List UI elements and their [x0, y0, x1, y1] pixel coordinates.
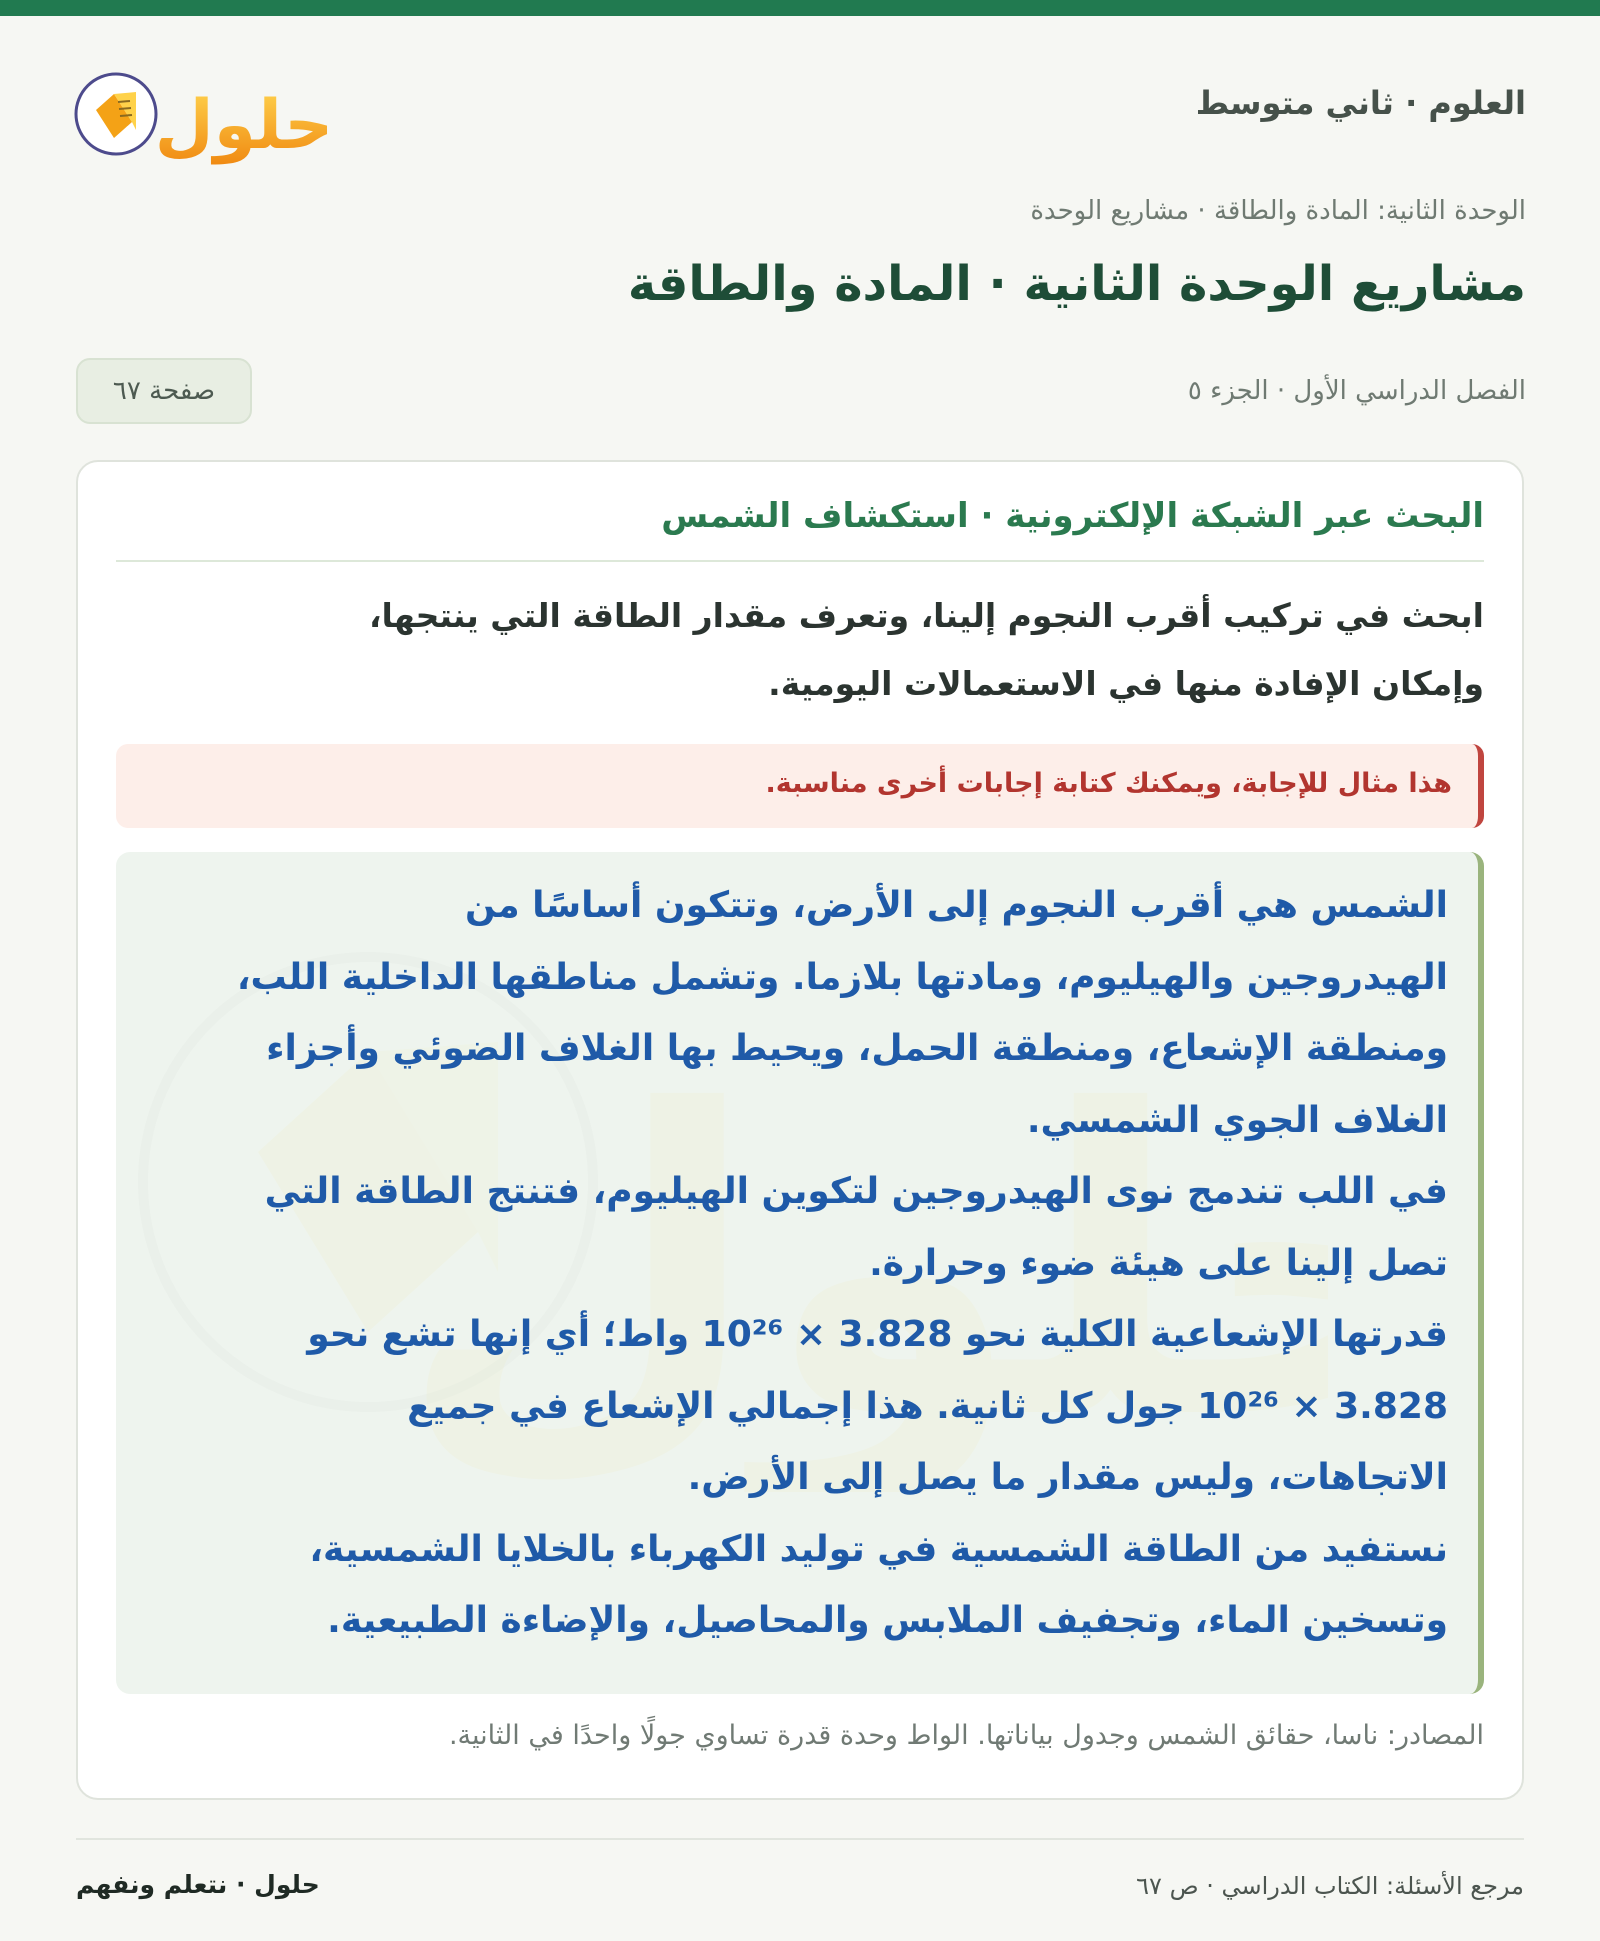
page-badge: صفحة ٦٧ [76, 358, 252, 424]
answer-box [116, 852, 1484, 1694]
answer-line: قدرتها الإشعاعية الكلية نحو 3.828 × 10²⁶ واط؛ أي إنها تشع نحو [307, 1314, 1448, 1355]
answer-text [146, 870, 1448, 1657]
book-circle-icon [76, 74, 156, 154]
answer-line: الهيدروجين والهيليوم، ومادتها بلازما. وتشمل مناطقها الداخلية اللب، [236, 956, 1448, 998]
answer-line: الشمس هي أقرب النجوم إلى الأرض، وتتكون أساسًا من [464, 885, 1448, 926]
question-text [116, 582, 1484, 718]
note-box [116, 744, 1484, 828]
question-line: وإمكان الإفادة منها في الاستعمالات اليومية. [768, 664, 1484, 703]
footer-divider [76, 1838, 1524, 1840]
sources-text: المصادر: ناسا، حقائق الشمس وجدول بياناتها. الواط وحدة قدرة تساوي جولًا واحدًا في الثانية. [448, 1720, 1484, 1751]
answer-line: الاتجاهات، وليس مقدار ما يصل إلى الأرض. [687, 1457, 1448, 1498]
answer-line: 3.828 × 10²⁶ جول كل ثانية. هذا إجمالي الإشعاع في جميع [407, 1385, 1448, 1427]
answer-line: في اللب تندمج نوى الهيدروجين لتكوين الهيليوم، فتنتج الطاقة التي [264, 1171, 1448, 1212]
footer-brand[interactable]: حلول · نتعلم ونفهم [76, 1870, 320, 1899]
subject-label: العلوم · ثاني متوسط [1195, 84, 1526, 122]
card-divider [116, 560, 1484, 562]
logo-wordmark: حلول [154, 86, 334, 165]
term-info: الفصل الدراسي الأول · الجزء ٥ [1187, 376, 1526, 406]
question-line: ابحث في تركيب أقرب النجوم إلينا، وتعرف مقدار الطاقة التي ينتجها، [368, 596, 1484, 635]
answer-line: وتسخين الماء، وتجفيف الملابس والمحاصيل، والإضاءة الطبيعية. [327, 1600, 1448, 1641]
footer-reference: مرجع الأسئلة: الكتاب الدراسي · ص ٦٧ [1136, 1872, 1524, 1900]
top-accent-bar [0, 0, 1600, 16]
answer-line: تصل إلينا على هيئة ضوء وحرارة. [869, 1242, 1448, 1284]
header [74, 52, 1526, 168]
note-text: هذا مثال للإجابة، ويمكنك كتابة إجابات أخرى مناسبة. [765, 768, 1452, 799]
logo[interactable] [74, 52, 336, 168]
solution-card [76, 460, 1524, 1800]
card-title: البحث عبر الشبكة الإلكترونية · استكشاف الشمس [661, 496, 1484, 536]
page-title: مشاريع الوحدة الثانية · المادة والطاقة [627, 256, 1526, 312]
answer-line: ومنطقة الإشعاع، ومنطقة الحمل، ويحيط بها الغلاف الضوئي وأجزاء [266, 1028, 1448, 1069]
answer-line: نستفيد من الطاقة الشمسية في توليد الكهرباء بالخلايا الشمسية، [309, 1528, 1448, 1570]
answer-line: الغلاف الجوي الشمسي. [1026, 1099, 1448, 1141]
breadcrumb[interactable]: الوحدة الثانية: المادة والطاقة · مشاريع الوحدة [1030, 196, 1526, 226]
